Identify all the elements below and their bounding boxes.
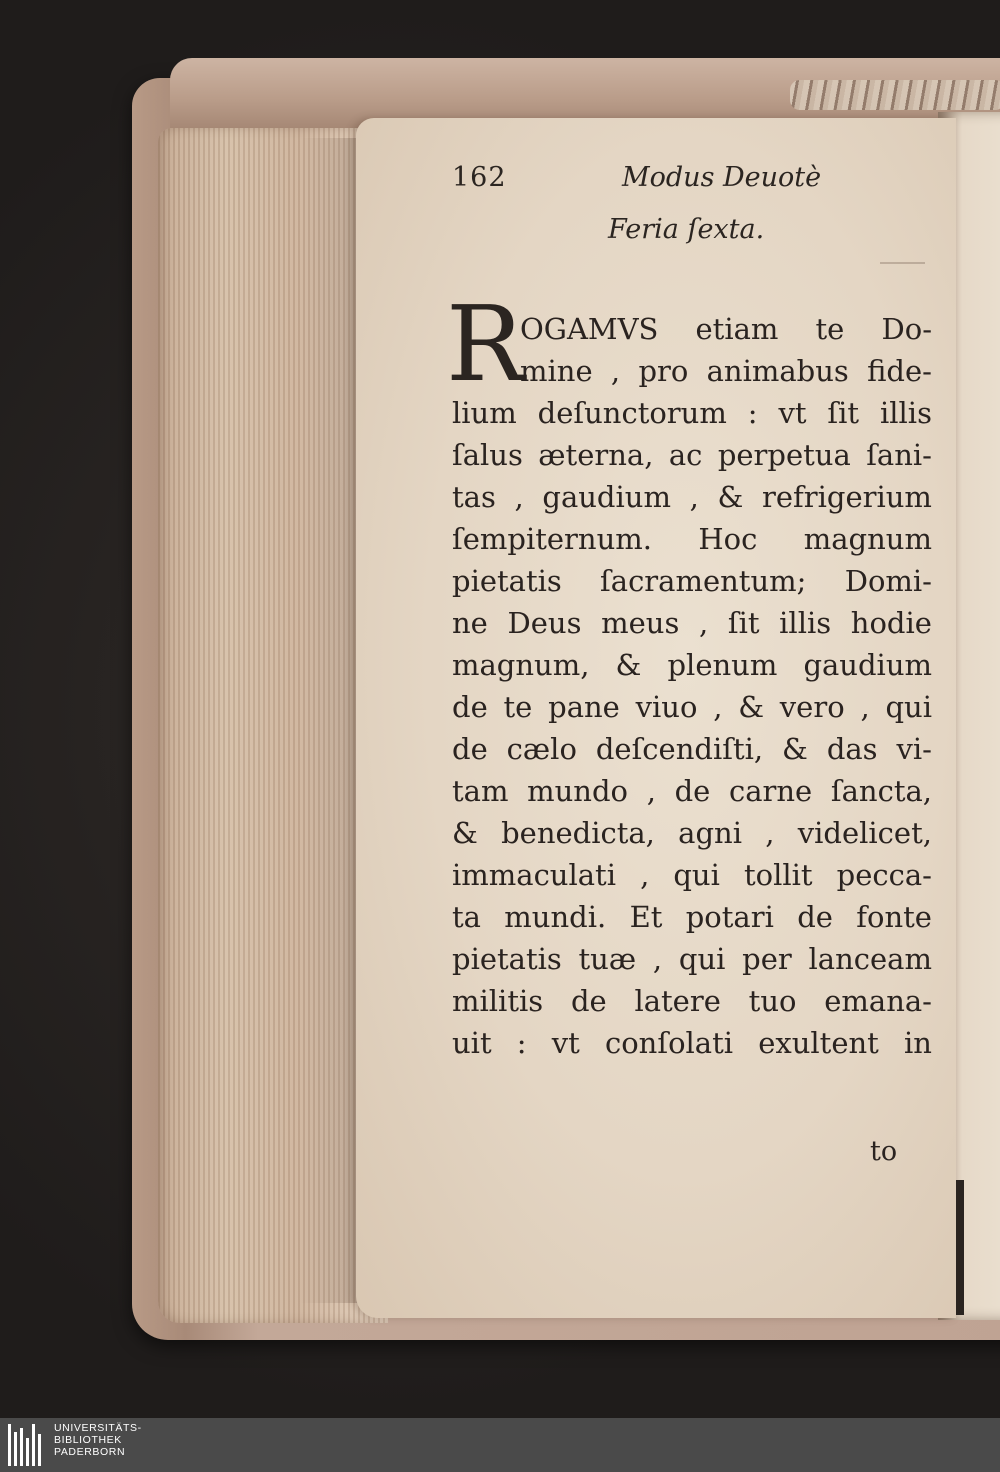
text-line bbox=[452, 770, 932, 812]
text-word: & bbox=[782, 732, 808, 766]
text-word: Do- bbox=[881, 312, 932, 346]
text-word: ac bbox=[668, 438, 703, 472]
text-word: de bbox=[797, 900, 833, 934]
text-word: ſit bbox=[727, 606, 760, 640]
drop-cap: R bbox=[446, 283, 525, 405]
text-word: illis bbox=[779, 606, 832, 640]
text-word: : bbox=[516, 1026, 527, 1060]
text-word: emana- bbox=[824, 984, 932, 1018]
text-word: tuæ bbox=[578, 942, 637, 976]
text-word: das bbox=[826, 732, 878, 766]
text-word: ta bbox=[452, 900, 481, 934]
text-word: Et bbox=[629, 900, 663, 934]
text-word: tam bbox=[452, 774, 509, 808]
text-word: fonte bbox=[856, 900, 932, 934]
text-line bbox=[452, 308, 932, 350]
text-word: ſempiternum. bbox=[452, 522, 652, 556]
text-word: , bbox=[765, 816, 775, 850]
text-line bbox=[452, 728, 932, 770]
text-line bbox=[452, 476, 932, 518]
text-line bbox=[452, 938, 932, 980]
text-word: tas bbox=[452, 480, 496, 514]
library-name bbox=[54, 1422, 142, 1458]
text-word: tuo bbox=[748, 984, 797, 1018]
text-word: refrigerium bbox=[762, 480, 932, 514]
text-word: magnum, bbox=[452, 648, 590, 682]
text-word: ne bbox=[452, 606, 488, 640]
text-line bbox=[452, 434, 932, 476]
text-word: : bbox=[747, 396, 758, 430]
text-word: Deus bbox=[507, 606, 582, 640]
text-line bbox=[452, 350, 932, 392]
running-title: Modus Deuotè bbox=[622, 162, 822, 193]
text-word: illis bbox=[879, 396, 932, 430]
text-line bbox=[452, 980, 932, 1022]
text-line bbox=[452, 602, 932, 644]
text-word: hodie bbox=[850, 606, 932, 640]
text-word: pecca- bbox=[836, 858, 932, 892]
text-word: , bbox=[860, 690, 870, 724]
text-word: gaudium bbox=[803, 648, 932, 682]
text-line bbox=[452, 896, 932, 938]
text-word: potari bbox=[685, 900, 774, 934]
text-word: & bbox=[452, 816, 478, 850]
text-word: te bbox=[815, 312, 845, 346]
text-word: exultent bbox=[758, 1026, 879, 1060]
text-word: , bbox=[646, 774, 656, 808]
text-word: qui bbox=[673, 858, 720, 892]
text-word: Domi- bbox=[844, 564, 932, 598]
text-word: per bbox=[742, 942, 792, 976]
text-word: videlicet, bbox=[797, 816, 932, 850]
text-word: etiam bbox=[695, 312, 779, 346]
text-word: conſolati bbox=[604, 1026, 734, 1060]
text-word: , bbox=[652, 942, 663, 976]
section-title: Feria ſexta. bbox=[608, 214, 765, 245]
text-word: , bbox=[689, 480, 699, 514]
text-word: immaculati bbox=[452, 858, 616, 892]
text-word: , bbox=[713, 690, 723, 724]
text-line bbox=[452, 812, 932, 854]
text-word: pro bbox=[638, 354, 689, 388]
text-word: OGAMVS bbox=[520, 312, 659, 346]
catchword: to bbox=[870, 1136, 898, 1167]
text-word: viuo bbox=[635, 690, 698, 724]
header-rule bbox=[880, 262, 925, 264]
text-word: vt bbox=[551, 1026, 580, 1060]
text-word: militis bbox=[452, 984, 544, 1018]
text-line bbox=[452, 518, 932, 560]
text-word: plenum bbox=[667, 648, 778, 682]
library-name-line: BIBLIOTHEK bbox=[54, 1434, 122, 1446]
text-word: tollit bbox=[743, 858, 813, 892]
text-line bbox=[452, 1022, 932, 1064]
text-word: magnum bbox=[803, 522, 932, 556]
text-word: te bbox=[503, 690, 533, 724]
text-word: deſunctorum bbox=[537, 396, 727, 430]
library-name-line: UNIVERSITÄTS- bbox=[54, 1422, 142, 1434]
text-word: de bbox=[674, 774, 711, 808]
headband bbox=[790, 80, 1000, 110]
text-word: , bbox=[698, 606, 709, 640]
text-word: pane bbox=[548, 690, 620, 724]
text-word: cælo bbox=[506, 732, 577, 766]
text-word: qui bbox=[678, 942, 726, 976]
text-word: ſancta, bbox=[830, 774, 932, 808]
text-word: & bbox=[615, 648, 642, 682]
text-word: de bbox=[570, 984, 607, 1018]
text-word: Hoc bbox=[698, 522, 758, 556]
text-word: vt bbox=[778, 396, 807, 430]
text-word: lium bbox=[452, 396, 517, 430]
text-word: & bbox=[738, 690, 765, 724]
text-word: latere bbox=[634, 984, 721, 1018]
text-word: de bbox=[452, 732, 488, 766]
text-word: pietatis bbox=[452, 564, 562, 598]
text-word: perpetua bbox=[717, 438, 851, 472]
text-word: de bbox=[452, 690, 488, 724]
text-word: ſacramentum; bbox=[600, 564, 807, 598]
text-word: ſit bbox=[827, 396, 860, 430]
text-word: æterna, bbox=[538, 438, 654, 472]
text-word: ſani- bbox=[866, 438, 932, 472]
text-word: in bbox=[904, 1026, 932, 1060]
text-line bbox=[452, 392, 932, 434]
text-word: lanceam bbox=[808, 942, 932, 976]
text-word: , bbox=[610, 354, 621, 388]
text-word: & bbox=[717, 480, 744, 514]
text-word: , bbox=[514, 480, 524, 514]
text-word: gaudium bbox=[542, 480, 671, 514]
text-word: animabus bbox=[706, 354, 849, 388]
text-line bbox=[452, 854, 932, 896]
text-line bbox=[452, 560, 932, 602]
text-word: deſcendiſti, bbox=[595, 732, 764, 766]
text-word: pietatis bbox=[452, 942, 562, 976]
body-text bbox=[452, 308, 932, 1064]
text-word: vi- bbox=[896, 732, 932, 766]
text-word: vero bbox=[779, 690, 845, 724]
library-name-line: PADERBORN bbox=[54, 1446, 126, 1458]
text-word: uit bbox=[452, 1026, 492, 1060]
text-word: mine bbox=[520, 354, 593, 388]
text-word: mundi. bbox=[504, 900, 607, 934]
library-footer bbox=[0, 1418, 1000, 1472]
text-word: ſalus bbox=[452, 438, 523, 472]
page-number: 162 bbox=[452, 162, 507, 193]
text-word: mundo bbox=[527, 774, 629, 808]
text-line bbox=[452, 686, 932, 728]
library-logo-icon bbox=[8, 1424, 48, 1466]
text-word: , bbox=[640, 858, 650, 892]
text-word: meus bbox=[601, 606, 680, 640]
page-header bbox=[452, 158, 892, 198]
text-word: benedicta, bbox=[501, 816, 655, 850]
text-word: carne bbox=[728, 774, 813, 808]
text-line bbox=[452, 644, 932, 686]
text-word: qui bbox=[885, 690, 932, 724]
text-word: fide- bbox=[867, 354, 932, 388]
text-word: agni bbox=[678, 816, 742, 850]
